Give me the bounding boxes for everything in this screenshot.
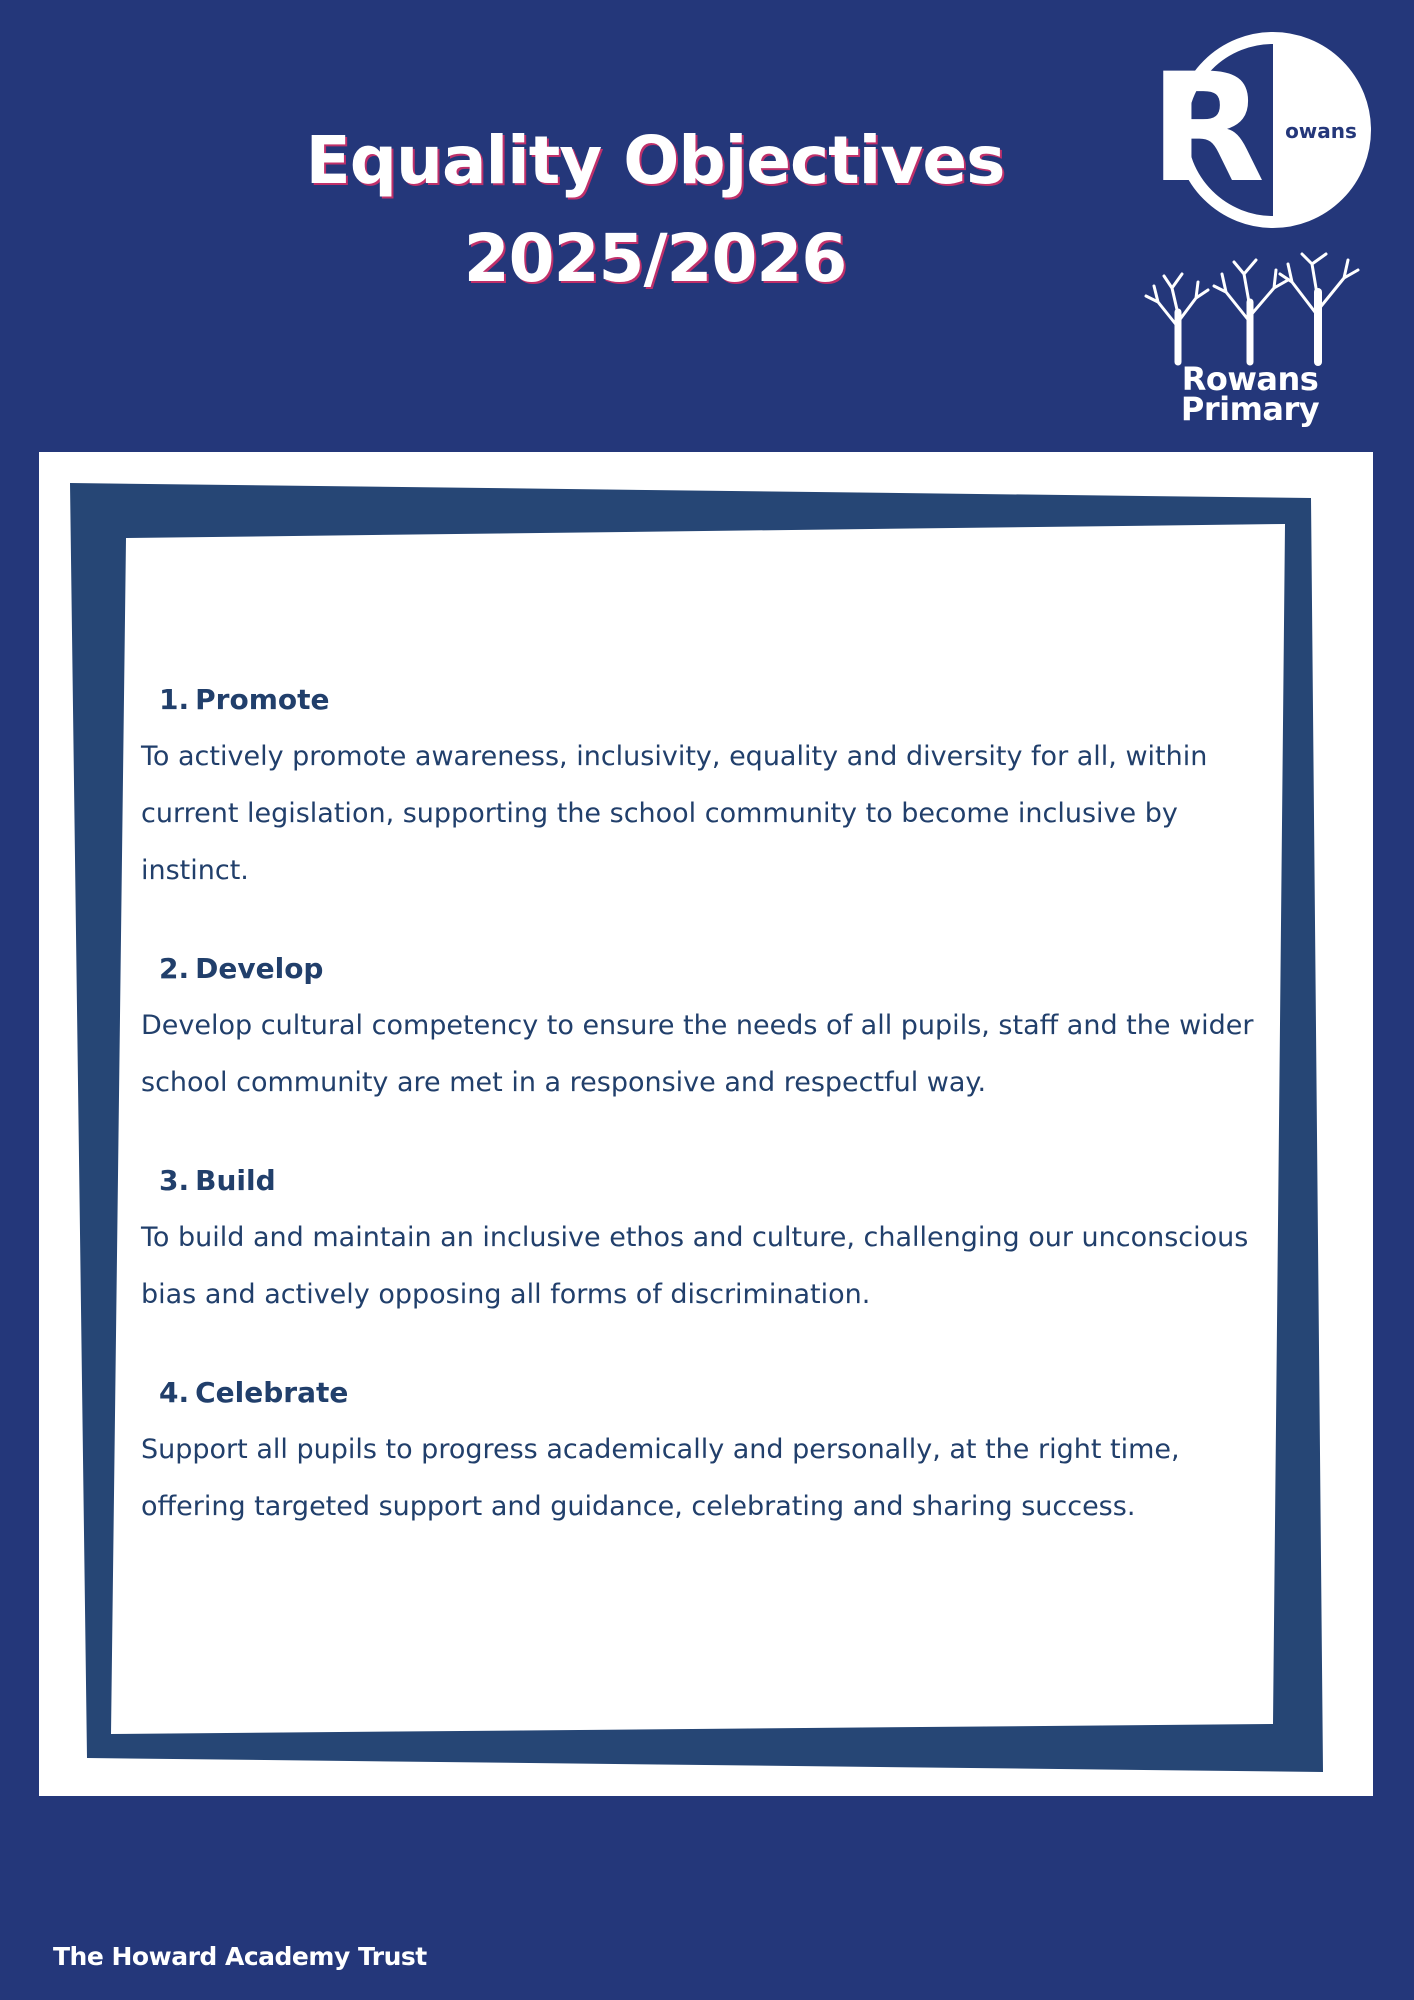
objective-develop <box>141 949 1291 1111</box>
objectives-list <box>141 680 1291 1585</box>
trees-icon <box>1138 252 1364 364</box>
title-line-2: 2025/2026 <box>463 220 847 297</box>
objective-text: To actively promote awareness, inclusivity, equality and diversity for all, within current legislation, supporting the school community to become inclusive by instinct. <box>141 741 1208 886</box>
objective-text: To build and maintain an inclusive ethos and culture, challenging our unconscious bias and actively opposing all forms of discrimination. <box>141 1222 1249 1310</box>
objective-title: Build <box>195 1164 276 1197</box>
logo-wordmark: owans <box>1285 119 1357 143</box>
objective-number: 3. <box>159 1164 190 1197</box>
objective-promote <box>141 680 1291 899</box>
school-name <box>1140 360 1360 428</box>
school-logo-badge <box>1149 30 1373 230</box>
objective-number: 4. <box>159 1376 190 1409</box>
page-title <box>240 112 1070 308</box>
objective-heading <box>159 949 1291 989</box>
objective-heading <box>159 1161 1291 1201</box>
school-name-line-1: Rowans <box>1181 360 1319 398</box>
objective-text: Support all pupils to progress academically and personally, at the right time, offering targeted support and guidance, celebrating and sharing success. <box>141 1434 1180 1522</box>
objective-build <box>141 1161 1291 1323</box>
objective-number: 2. <box>159 952 190 985</box>
objectives-panel <box>39 452 1373 1796</box>
objective-heading <box>159 1373 1291 1413</box>
objective-title: Develop <box>195 952 324 985</box>
objective-number: 1. <box>159 683 190 716</box>
title-line-1: Equality Objectives <box>305 122 1005 199</box>
logo-letter: R <box>1149 42 1265 216</box>
objective-celebrate <box>141 1373 1291 1535</box>
objective-title: Celebrate <box>195 1376 349 1409</box>
objective-text: Develop cultural competency to ensure the needs of all pupils, staff and the wider school community are met in a responsive and respectful way. <box>141 1010 1254 1098</box>
objective-title: Promote <box>195 683 330 716</box>
objective-heading <box>159 680 1291 720</box>
trust-name: The Howard Academy Trust <box>53 1942 427 1971</box>
school-name-line-2: Primary <box>1180 390 1320 428</box>
